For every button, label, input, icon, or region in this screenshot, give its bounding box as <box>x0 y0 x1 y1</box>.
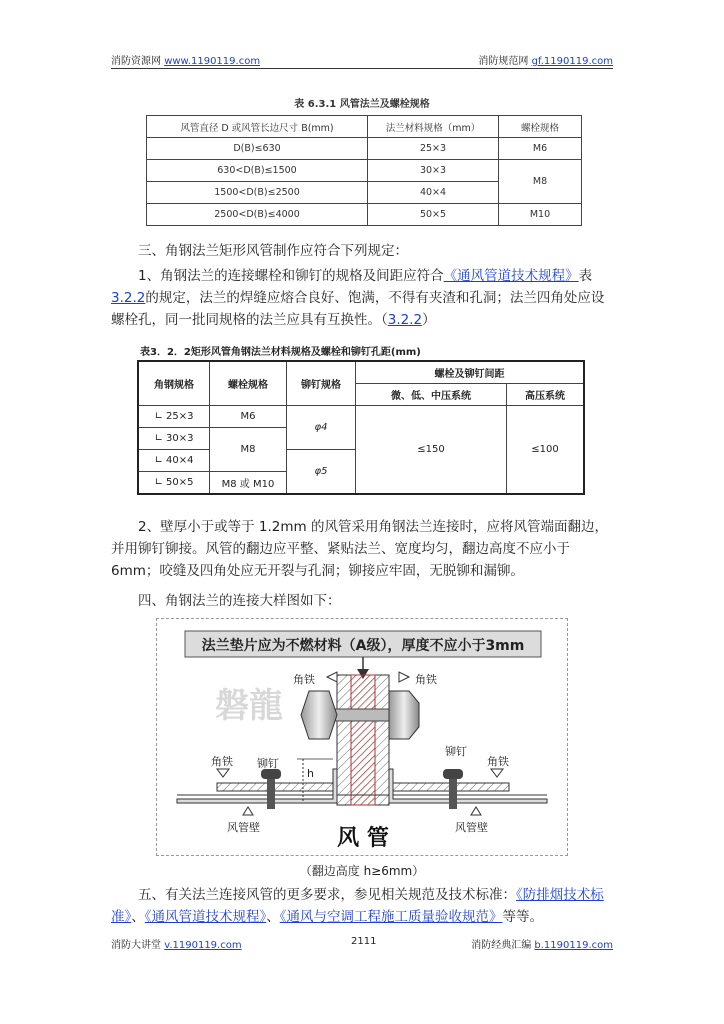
table2-header-high: 高压系统 <box>507 384 584 406</box>
gasket <box>351 675 375 805</box>
footer-left-link[interactable]: v.1190119.com <box>164 940 242 951</box>
table1-cell: 50×5 <box>368 204 499 226</box>
table1-cell: M6 <box>499 138 582 160</box>
footer-right <box>471 936 613 951</box>
table1 <box>146 115 582 226</box>
table1-cell: 1500<D(B)≤2500 <box>147 182 368 204</box>
link-clause-3-2-2-ref[interactable]: 3.2.2 <box>387 312 423 328</box>
page-number: 2111 <box>351 936 377 947</box>
table1-cell: M8 <box>499 160 582 204</box>
figure-caption: （翻边高度 h≥6mm） <box>299 864 425 878</box>
link-clause-3-2-2[interactable]: 3.2.2 <box>111 290 146 306</box>
rivet-head-left <box>261 769 281 779</box>
header-right <box>478 52 613 67</box>
table1-cell: M10 <box>499 204 582 226</box>
table2-cell: M6 <box>210 406 287 428</box>
table2-cell: ∟ 30×3 <box>138 428 210 450</box>
table2-cell-spacing-low: ≤150 <box>356 406 507 495</box>
footer-left <box>111 936 242 951</box>
label-angle-iron-top-left: 角铁 <box>293 673 315 686</box>
pointer-arrow-icon <box>491 769 503 777</box>
table2-cell: ∟ 40×4 <box>138 450 210 472</box>
watermark: 磐龍 <box>215 686 283 726</box>
table1-cell: 630<D(B)≤1500 <box>147 160 368 182</box>
label-angle-iron-right: 角铁 <box>487 755 509 768</box>
table2-cell-rivet: φ4 <box>287 406 356 450</box>
table2-header-bolt: 螺栓规格 <box>210 361 287 406</box>
text-run: 等等。 <box>502 909 543 925</box>
link-hvac-acceptance-code[interactable]: 《通风与空调工程施工质量验收规范》 <box>279 909 503 925</box>
text-run: 、 <box>266 909 280 925</box>
text-run: 1、角钢法兰的连接螺栓和铆钉的规格及间距应符合 <box>138 268 444 284</box>
page-header <box>111 52 613 68</box>
header-left-link[interactable]: www.1190119.com <box>164 56 261 67</box>
table1-header-row <box>147 116 582 138</box>
table2-cell-spacing-high: ≤100 <box>507 406 584 495</box>
header-divider <box>111 68 613 69</box>
table2-header-row <box>138 361 584 384</box>
pointer-arrow-icon <box>327 672 337 682</box>
section3-paragraph1 <box>111 265 617 331</box>
table1-header-cell: 法兰材料规格（mm） <box>368 116 499 138</box>
table2-header-angle: 角钢规格 <box>138 361 210 406</box>
table2-cell: ∟ 25×3 <box>138 406 210 428</box>
table-row <box>147 138 582 160</box>
footer-left-label: 消防大讲堂 <box>111 940 161 951</box>
pointer-arrow-icon <box>399 672 409 682</box>
table1-cell: 30×3 <box>368 160 499 182</box>
table-row <box>138 406 584 428</box>
table-row <box>147 204 582 226</box>
table2-header-low-mid: 微、低、中压系统 <box>356 384 507 406</box>
table2-cell: ∟ 50×5 <box>138 472 210 495</box>
flange-left <box>337 675 351 805</box>
header-right-link[interactable]: gf.1190119.com <box>531 56 613 67</box>
label-duct-center: 风 管 <box>337 826 389 851</box>
text-run: 五、有关法兰连接风管的更多要求，参见相关规范及技术标准： <box>138 887 516 903</box>
table2-cell-rivet: φ5 <box>287 450 356 495</box>
rivet-head-right <box>443 769 463 779</box>
gasket-note-banner: 法兰垫片应为不燃材料（A级），厚度不应小于3mm <box>201 638 525 654</box>
section3-title: 三、角钢法兰矩形风管制作应符合下列规定： <box>138 243 408 259</box>
label-rivet-left: 铆钉 <box>257 757 279 770</box>
pointer-arrow-icon <box>471 807 481 815</box>
label-angle-iron-top-right: 角铁 <box>415 673 437 686</box>
footer-right-label: 消防经典汇编 <box>471 940 532 951</box>
section4-title: 四、角钢法兰的连接大样图如下： <box>138 593 341 609</box>
text-run: ） <box>422 312 436 328</box>
header-left <box>111 52 260 67</box>
header-left-label: 消防资源网 <box>111 56 161 67</box>
table1-cell: 40×4 <box>368 182 499 204</box>
table1-header-cell: 风管直径 D 或风管长边尺寸 B(mm) <box>147 116 368 138</box>
table1-cell: 2500<D(B)≤4000 <box>147 204 368 226</box>
text-run: 表 <box>578 268 593 284</box>
table1-caption: 表 6.3.1 风管法兰及螺栓规格 <box>294 99 430 110</box>
table2-cell: M8 或 M10 <box>210 472 287 495</box>
header-right-label: 消防规范网 <box>478 56 529 67</box>
flange-right <box>375 675 389 805</box>
flange-detail-figure <box>156 618 568 856</box>
table1-header-cell: 螺栓规格 <box>499 116 582 138</box>
text-run: 的规定，法兰的焊缝应熔合良好、饱满，不得有夹渣和孔洞；法兰四角处应设螺栓孔，同一批同规格的法兰应具有互换性。（ <box>111 290 605 328</box>
bolt-head-icon <box>301 691 337 739</box>
link-ventilation-duct-code[interactable]: 《通风管道技术规程》 <box>443 268 579 284</box>
nut-icon <box>389 691 419 739</box>
angle-iron-left-horizontal <box>217 783 337 791</box>
table2-cell: M8 <box>210 428 287 472</box>
label-h: h <box>307 767 314 780</box>
table2-header-rivet: 铆钉规格 <box>287 361 356 406</box>
table2 <box>137 360 585 495</box>
link-ventilation-duct-code[interactable]: 《通风管道技术规程》 <box>144 909 267 925</box>
table2-header-spacing: 螺栓及铆钉间距 <box>356 361 585 384</box>
paragraph2: 2、壁厚小于或等于 1.2mm 的风管采用角钢法兰连接时，应将风管端面翻边，并用铆钉铆接。风管的翻边应平整、紧贴法兰、宽度均匀，翻边高度不应小于 6mm；咬缝及四角处应无开裂与孔洞；铆接应牢固，无脱铆和漏铆。 <box>111 519 608 579</box>
table1-cell: 25×3 <box>368 138 499 160</box>
footer-right-link[interactable]: b.1190119.com <box>534 940 613 951</box>
table1-cell: D(B)≤630 <box>147 138 368 160</box>
label-duct-wall-right: 风管壁 <box>455 821 488 834</box>
rivet-shank-right <box>449 779 457 809</box>
table2-caption: 表3．2．2矩形风管角钢法兰材料规格及螺栓和铆钉孔距(mm) <box>140 347 421 358</box>
label-duct-wall-left: 风管壁 <box>227 821 260 834</box>
table-row <box>147 160 582 182</box>
flange-diagram <box>157 619 567 855</box>
text-run: 、 <box>131 909 145 925</box>
pointer-arrow-icon <box>217 769 229 777</box>
paragraph5 <box>111 884 617 928</box>
link-smoke-control-standard[interactable]: 《防排烟技术标准》 <box>111 887 604 925</box>
label-rivet-right: 铆钉 <box>445 745 467 758</box>
label-angle-iron-left: 角铁 <box>211 755 233 768</box>
rivet-shank-left <box>267 779 275 809</box>
pointer-arrow-icon <box>243 807 253 815</box>
